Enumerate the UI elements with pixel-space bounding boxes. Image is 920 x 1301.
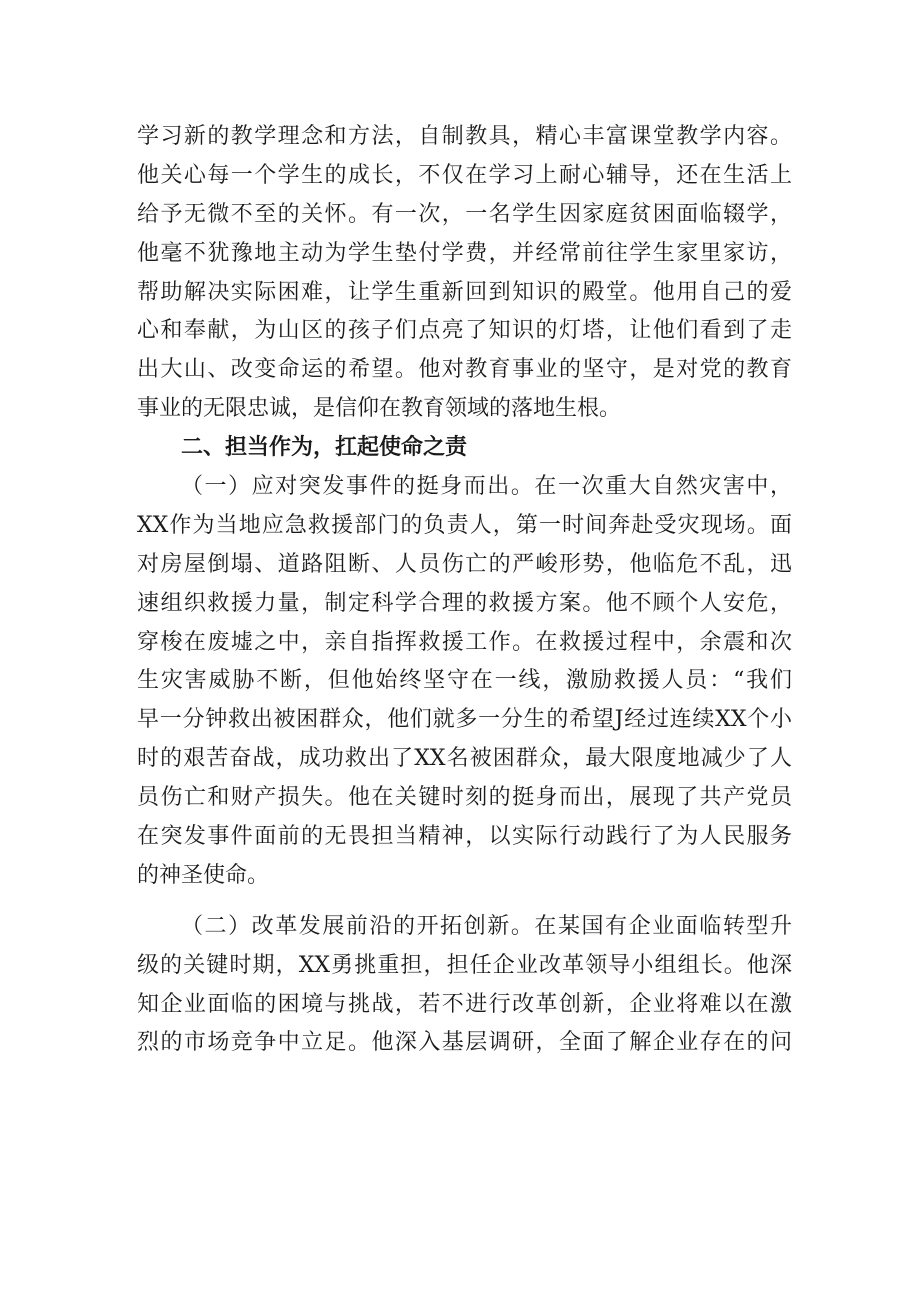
paragraph-line: 他关心每一个学生的成长，不仅在学习上耐心辅导，还在生活上: [137, 162, 792, 188]
paragraph-line: 级的关键时期，XX勇挑重担，担任企业改革领导小组组长。他深: [137, 952, 792, 978]
paragraph-line: XX作为当地应急救援部门的负责人，第一时间奔赴受灾现场。面: [137, 512, 792, 538]
paragraph-line: 学习新的教学理念和方法，自制教具，精心丰富课堂教学内容。: [137, 124, 792, 149]
paragraph-line: 的神圣使命。: [137, 862, 270, 888]
paragraph-line: 知企业面临的困境与挑战，若不进行改革创新，企业将难以在激: [137, 991, 792, 1017]
paragraph-line: 时的艰苦奋战，成功救出了XX名被困群众，最大限度地减少了人: [137, 746, 792, 772]
paragraph-line: 给予无微不至的关怀。有一次，一名学生因家庭贫困面临辍学，: [137, 201, 792, 227]
paragraph-line: 事业的无限忠诚，是信仰在教育领域的落地生根。: [137, 396, 622, 422]
paragraph-line: 心和奉献，为山区的孩子们点亮了知识的灯塔，让他们看到了走: [137, 318, 792, 344]
document-body: [137, 118, 792, 1063]
paragraph-line: 穿梭在废墟之中，亲自指挥救援工作。在救援过程中，余震和次: [137, 629, 792, 655]
paragraph-line: 帮助解决实际困难，让学生重新回到知识的殿堂。他用自己的爱: [137, 279, 792, 305]
paragraph-line: 员伤亡和财产损失。他在关键时刻的挺身而出，展现了共产党员: [137, 785, 792, 811]
paragraph-line: 生灾害威胁不断，但他始终坚守在一线，激励救援人员：“我们: [137, 668, 792, 694]
paragraph-line: 对房屋倒塌、道路阻断、人员伤亡的严峻形势，他临危不乱，迅: [137, 551, 792, 577]
paragraph-line: 烈的市场竞争中立足。他深入基层调研，全面了解企业存在的问: [137, 1030, 792, 1056]
section-heading: 二、担当作为，扛起使命之责: [181, 435, 468, 461]
paragraph-line: （一）应对突发事件的挺身而出。在一次重大自然灾害中，: [181, 474, 792, 500]
paragraph-line: 在突发事件面前的无畏担当精神，以实际行动践行了为人民服务: [137, 824, 792, 850]
paragraph-line: 出大山、改变命运的希望。他对教育事业的坚守，是对党的教育: [137, 357, 792, 383]
paragraph-line: 速组织救援力量，制定科学合理的救援方案。他不顾个人安危，: [137, 590, 792, 616]
paragraph-line: （二）改革发展前沿的开拓创新。在某国有企业面临转型升: [181, 913, 792, 939]
paragraph-line: 早一分钟救出被困群众，他们就多一分生的希望J经过连续XX个小: [137, 707, 792, 733]
paragraph-line: 他毫不犹豫地主动为学生垫付学费，并经常前往学生家里家访，: [137, 240, 792, 266]
paragraph-spacer: [137, 896, 792, 908]
